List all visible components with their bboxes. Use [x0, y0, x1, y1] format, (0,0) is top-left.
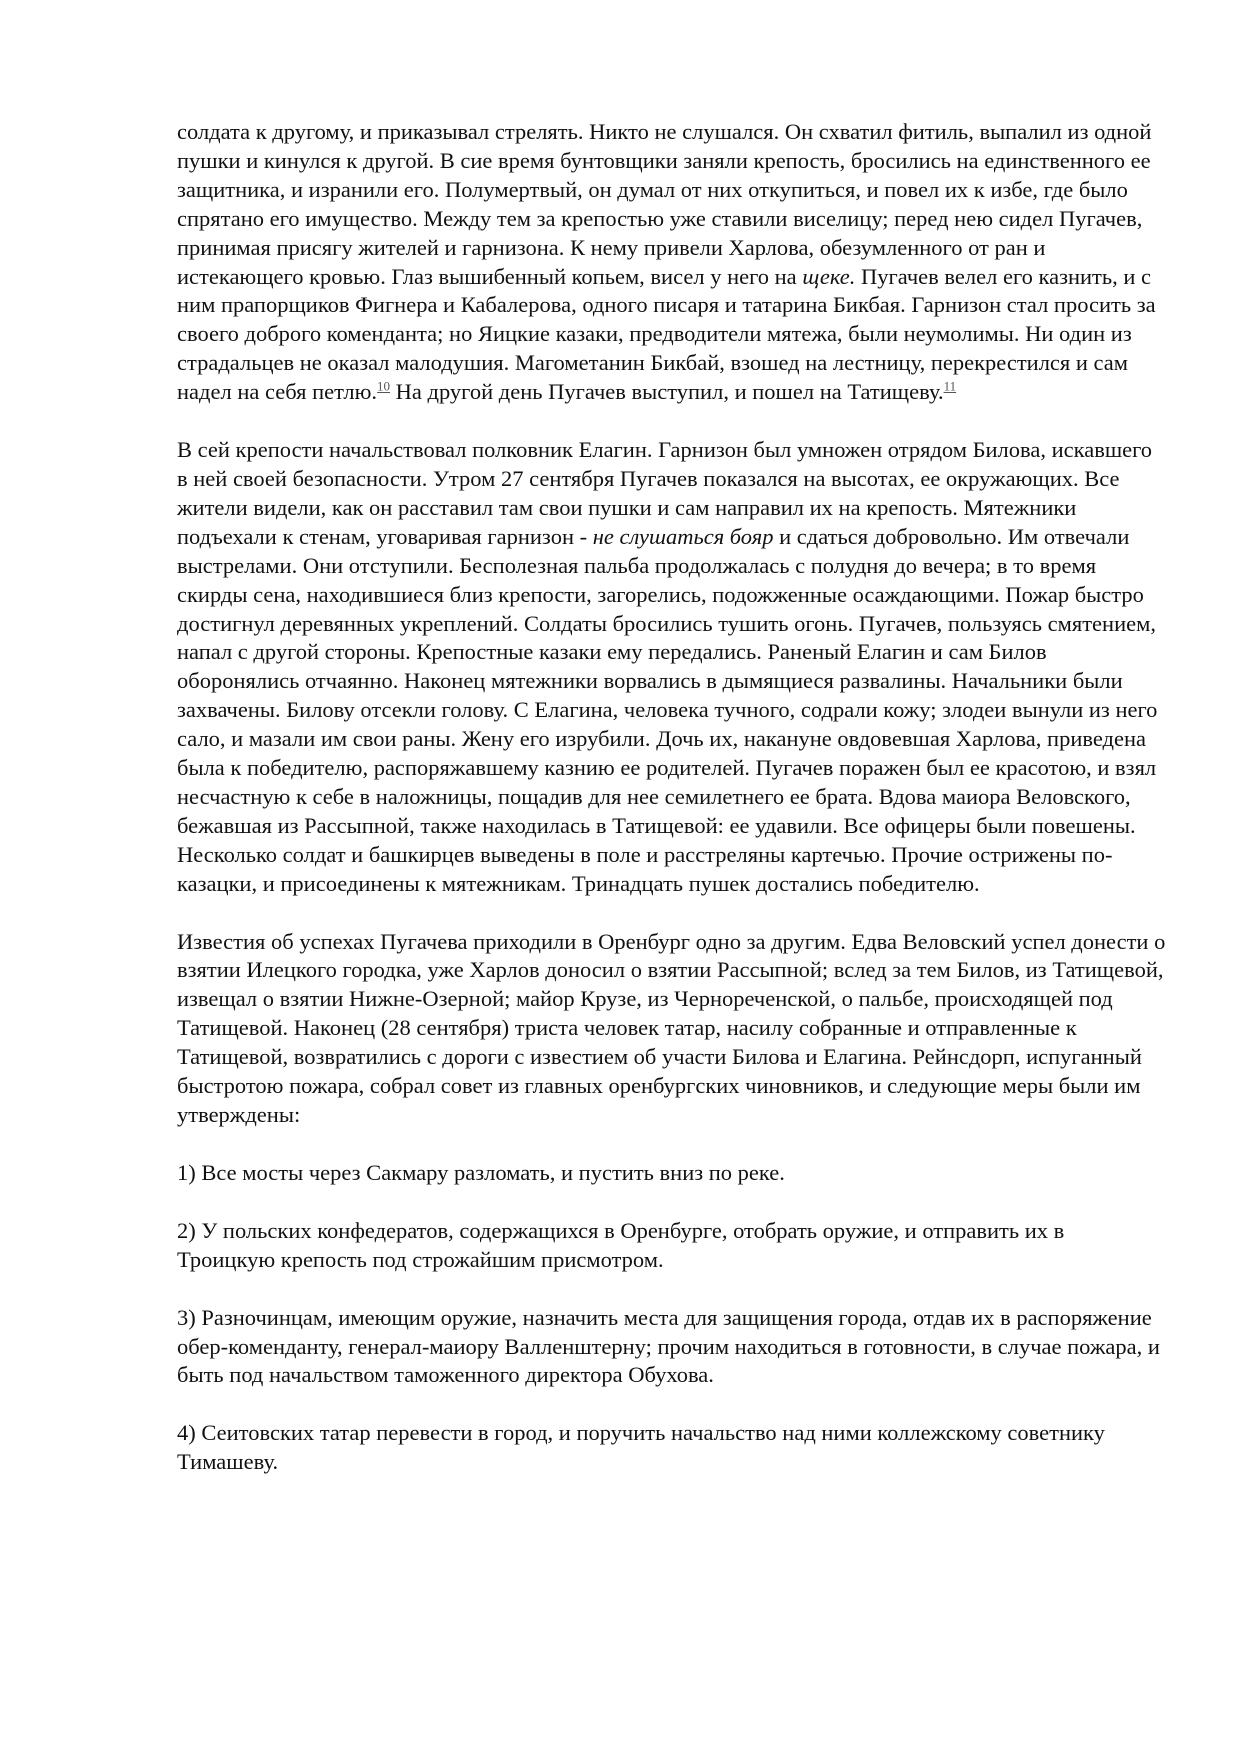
list-item-3: 3) Разночинцам, имеющим оружие, назначить места для защищения города, отдав их в распоряжение обер-коменданту, генерал-маиору Валленштерну; прочим находиться в готовности, в случае пожара, и быть под начальством таможенного директора Обухова.	[177, 1304, 1160, 1388]
paragraph-text: солдата к другому, и приказывал стрелять. Никто не слушался. Он схватил фитиль, выпалил из одной пушки и кинулся к другой. В сие время бунтовщики заняли крепость, бросились на единственного ее защитника, и изранили его. Полумертвый, он думал от них откупиться, и повел их к избе, где было спрятано его имущество. Между тем за крепостью уже ставили виселицу; перед нею сидел Пугачев, принимая присягу жителей и гарнизона. К нему привели Харлова, обезумленного от ран и истекающего кровью. Глаз вышибенный копьем, висел у него на	[177, 119, 1152, 289]
footnote-link[interactable]: 10	[377, 378, 391, 394]
paragraph-text: На другой день Пугачев выступил, и пошел на Татищеву.	[390, 379, 944, 405]
list-item-1: 1) Все мосты через Сакмару разломать, и пустить вниз по реке.	[177, 1159, 785, 1185]
document-page	[177, 118, 1167, 1477]
paragraph-text: В сей крепости начальствовал полковник Елагин. Гарнизон был умножен отрядом Билова, искавшего в ней своей безопасности. Утром 27 сентября Пугачев показался на высотах, ее окружающих. Все жители видели, как он расставил там свои пушки и сам направил их на крепость. Мятежники подъехали к стенам, уговаривая гарнизон -	[177, 437, 1153, 549]
paragraph-kharlov	[177, 118, 1167, 407]
paragraph-text: и сдаться добровольно. Им отвечали выстрелами. Они отступили. Бесполезная пальба продолжалась с полудня до вечера; в то время скирды сена, находившиеся близ крепости, загорелись, подожженные осаждающими. Пожар быстро достигнул деревянных укреплений. Солдаты бросились тушить огонь. Пугачев, пользуясь смятением, напал с другой стороны. Крепостные казаки ему передались. Раненый Елагин и сам Билов оборонялись отчаянно. Наконец мятежники ворвались в дымящиеся развалины. Начальники были захвачены. Билову отсекли голову. С Елагина, человека тучного, содрали кожу; злодеи вынули из него сало, и мазали им свои раны. Жену его изрубили. Дочь их, накануне овдовевшая Харлова, приведена была к победителю, распоряжавшему казнию ее родителей. Пугачев поражен был ее красотою, и взял несчастную к себе в наложницы, пощадив для нее семилетнего ее брата. Вдова маиора Веловского, бежавшая из Рассыпной, также находилась в Татищевой: ее удавили. Все офицеры были повешены. Несколько солдат и башкирцев выведены в поле и расстреляны картечью. Прочие острижены по-казацки, и присоединены к мятежникам. Тринадцать пушек достались победителю.	[177, 523, 1158, 896]
paragraph-tatishcheva	[177, 436, 1167, 899]
italic-text: не слушаться бояр	[592, 523, 774, 549]
paragraph-text: Пугачев велел его казнить, и с ним прапорщиков Фигнера и Кабалерова, одного писаря и татарина Бикбая. Гарнизон стал просить за своего доброго коменданта; но Яицкие казаки, предводители мятежа, были неумолимы. Ни один из страдальцев не оказал малодушия. Магометанин Бикбай, взошед на лестницу, перекрестился и сам надел на себя петлю.	[177, 263, 1156, 405]
footnote-link[interactable]: 11	[943, 378, 957, 394]
italic-text: щеке.	[802, 263, 856, 289]
paragraph-orenburg-news: Известия об успехах Пугачева приходили в Оренбург одно за другим. Едва Веловский успел донести о взятии Илецкого городка, уже Харлов доносил о взятии Рассыпной; вслед за тем Билов, из Татищевой, извещал о взятии Нижне-Озерной; майор Крузе, из Чернореченской, о пальбе, происходящей под Татищевой. Наконец (28 сентября) триста человек татар, насилу собранные и отправленные к Татищевой, возвратились с дороги с известием об участи Билова и Елагина. Рейнсдорп, испуганный быстротою пожара, собрал совет из главных оренбургских чиновников, и следующие меры были им утверждены:	[177, 928, 1166, 1127]
list-item-4: 4) Сеитовских татар перевести в город, и поручить начальство над ними коллежскому советнику Тимашеву.	[177, 1420, 1105, 1475]
list-item-2: 2) У польских конфедератов, содержащихся в Оренбурге, отобрать оружие, и отправить их в Троицкую крепость под строжайшим присмотром.	[177, 1217, 1065, 1272]
